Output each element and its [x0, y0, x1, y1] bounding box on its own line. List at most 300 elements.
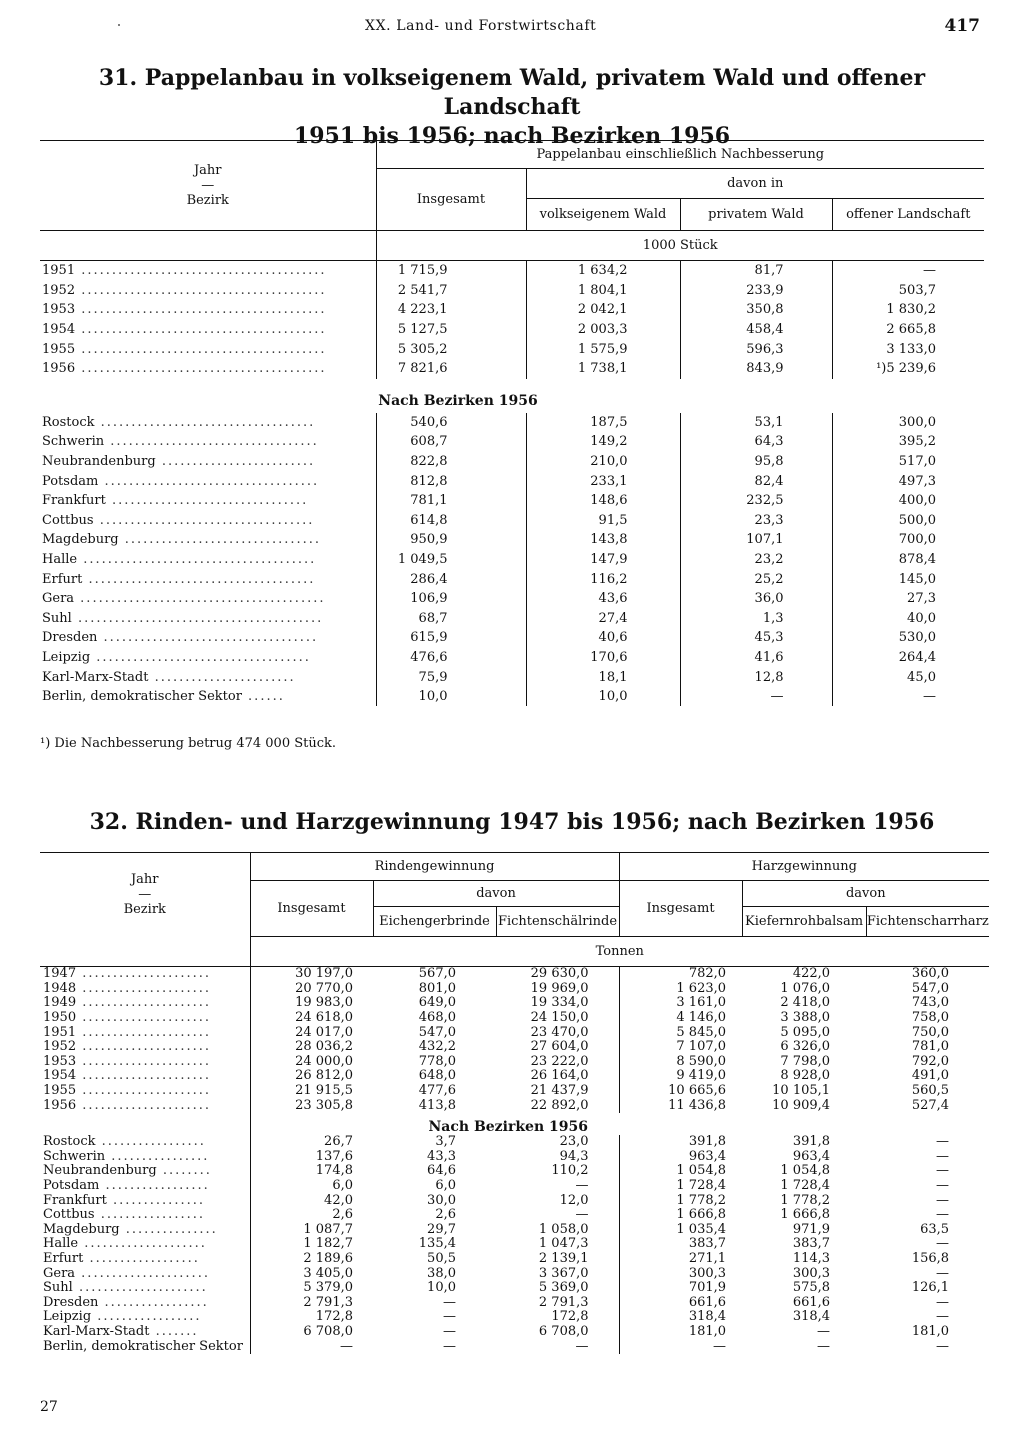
table31-unit: 1000 Stück — [376, 231, 984, 261]
cell-eiche: 477,6 — [418, 1083, 456, 1099]
table32-year-row — [40, 1025, 989, 1040]
row-label — [40, 1135, 250, 1150]
cell-offen: 497,3 — [898, 473, 936, 489]
row-label — [40, 589, 376, 609]
table31-unit-stub — [40, 231, 376, 261]
cell-privat: 53,1 — [680, 413, 832, 433]
cell-harz-total: 963,4 — [688, 1149, 727, 1164]
table31-year-row — [40, 320, 984, 340]
table32-district-row — [40, 1179, 989, 1194]
cell-kiefer: 8 928,0 — [780, 1069, 831, 1084]
cell-volkseigen: 233,1 — [526, 471, 680, 491]
cell-rinde-total: 20 770,0 — [295, 981, 353, 996]
cell-offen: — — [923, 689, 936, 705]
cell-kiefer: 1 076,0 — [780, 981, 831, 996]
cell-eiche: 50,5 — [427, 1251, 456, 1266]
cell-harz-total: 9 419,0 — [676, 1069, 727, 1084]
row-label-text: Berlin, demokratischer Sektor — [43, 1339, 243, 1354]
cell-total: 781,1 — [376, 491, 526, 511]
cell-total: 286,4 — [376, 569, 526, 589]
leader-dots: ...... — [241, 689, 285, 705]
cell-fichte-harz: 527,4 — [911, 1098, 950, 1113]
row-label-text: 1949 — [43, 996, 77, 1011]
cell-eiche: 432,2 — [418, 1039, 456, 1055]
cell-fichte-rinde: 29 630,0 — [496, 967, 619, 982]
table31-district-row — [40, 609, 984, 629]
leader-dots: ..................... — [76, 1069, 212, 1084]
row-label-text: Rostock — [43, 1134, 96, 1150]
leader-dots: ............... — [119, 1222, 218, 1237]
cell-fichte-rinde: 2 139,1 — [496, 1252, 619, 1267]
cell-volkseigen: 210,0 — [526, 452, 680, 472]
table32-col-eiche: Eichengerbrinde — [373, 907, 496, 937]
row-label-text: Neubrandenburg — [43, 1164, 157, 1179]
cell-fichte-harz: 63,5 — [920, 1222, 950, 1237]
cell-eiche: 6,0 — [435, 1178, 456, 1194]
row-label — [40, 1025, 250, 1040]
table31-col-offen: offener Landschaft — [846, 207, 971, 222]
cell-rinde-total: 1 182,7 — [303, 1237, 353, 1252]
cell-fichte-harz: — — [936, 1339, 950, 1354]
table32-subhead: Nach Bezirken 1956 — [428, 1118, 588, 1135]
cell-rinde-total: 174,8 — [315, 1164, 353, 1179]
leader-dots: ..................... — [76, 1039, 212, 1055]
leader-dots: ................. — [95, 1134, 206, 1150]
leader-dots: ..................... — [76, 1083, 212, 1099]
cell-harz-total: 3 161,0 — [676, 996, 727, 1011]
row-label-text: Halle — [43, 1237, 79, 1252]
row-label-text: Suhl — [42, 610, 72, 626]
row-label-text: Potsdam — [42, 473, 99, 489]
row-label — [40, 1193, 250, 1208]
cell-offen: 503,7 — [898, 282, 936, 298]
table31-col-volkseigen: volkseigenem Wald — [526, 199, 680, 231]
table32-district-row — [40, 1193, 989, 1208]
cell-privat: 41,6 — [680, 648, 832, 668]
cell-fichte-harz: — — [936, 1266, 950, 1281]
row-label-text: 1955 — [42, 341, 76, 357]
cell-rinde-total: 3 405,0 — [303, 1266, 353, 1281]
row-label-text: Dresden — [43, 1295, 99, 1310]
leader-dots: ..................... — [76, 1054, 212, 1069]
cell-rinde-total: 2 791,3 — [303, 1295, 353, 1310]
table32-year-row — [40, 1069, 989, 1084]
table32-district-row — [40, 1164, 989, 1179]
row-label-text: 1956 — [42, 361, 76, 377]
cell-harz-total: 318,4 — [688, 1310, 727, 1325]
cell-offen: 530,0 — [898, 630, 936, 646]
cell-total: 950,9 — [376, 530, 526, 550]
cell-harz-total: 271,1 — [688, 1251, 727, 1266]
table32-year-row — [40, 982, 989, 997]
table32-harz-total: Insgesamt — [619, 881, 742, 937]
cell-eiche: 38,0 — [427, 1266, 456, 1281]
row-label — [40, 1150, 250, 1165]
cell-total: 614,8 — [376, 511, 526, 531]
page-number: 417 — [944, 16, 980, 36]
table31-district-row — [40, 550, 984, 570]
cell-kiefer: 10 105,1 — [772, 1083, 831, 1099]
leader-dots: ................................... — [97, 630, 319, 646]
row-label — [40, 413, 376, 433]
cell-rinde-total: 28 036,2 — [295, 1039, 353, 1055]
row-label — [40, 1055, 250, 1070]
stub-bezirk: Bezirk — [186, 193, 229, 208]
cell-volkseigen: 18,1 — [526, 667, 680, 687]
row-label — [40, 359, 376, 379]
cell-volkseigen: 1 634,2 — [526, 261, 680, 281]
cell-eiche: 64,6 — [427, 1164, 456, 1179]
cell-privat: 12,8 — [680, 667, 832, 687]
cell-harz-total: 10 665,6 — [668, 1083, 727, 1099]
table32-year-row — [40, 996, 989, 1011]
row-label-text: Magdeburg — [42, 532, 119, 548]
row-label — [40, 628, 376, 648]
leader-dots: ........................................ — [75, 263, 327, 279]
cell-eiche: — — [443, 1310, 456, 1325]
cell-fichte-harz: — — [936, 1164, 950, 1179]
stub-bezirk: Bezirk — [123, 902, 166, 918]
cell-privat: 350,8 — [680, 300, 832, 320]
row-label-text: 1956 — [43, 1098, 77, 1113]
leader-dots: ..................... — [72, 1280, 208, 1296]
cell-privat: 1,3 — [680, 609, 832, 629]
row-label — [40, 432, 376, 452]
cell-privat: 82,4 — [680, 471, 832, 491]
table32-year-row — [40, 1011, 989, 1026]
table32-district-row — [40, 1223, 989, 1238]
leader-dots: ................. — [94, 1207, 205, 1223]
cell-offen: 264,4 — [898, 649, 936, 665]
row-label — [40, 1252, 250, 1267]
cell-total: 2 541,7 — [376, 281, 526, 301]
cell-fichte-harz: — — [936, 1193, 950, 1208]
table31-district-row — [40, 648, 984, 668]
cell-harz-total: 11 436,8 — [668, 1098, 727, 1113]
cell-harz-total: 1 054,8 — [676, 1164, 727, 1179]
leader-dots: ................. — [98, 1295, 209, 1310]
cell-harz-total: — — [713, 1339, 727, 1354]
row-label-text: Frankfurt — [42, 493, 106, 509]
cell-rinde-total: 172,8 — [315, 1310, 353, 1325]
row-label — [40, 1266, 250, 1281]
cell-offen: 395,2 — [898, 434, 936, 450]
cell-total: 1 049,5 — [376, 550, 526, 570]
table31-year-row — [40, 261, 984, 281]
cell-harz-total: 701,9 — [688, 1280, 727, 1296]
row-label — [40, 967, 250, 982]
cell-offen: 517,0 — [898, 454, 936, 470]
table31-district-row — [40, 687, 984, 707]
cell-fichte-rinde: 94,3 — [496, 1150, 619, 1165]
cell-kiefer: 7 798,0 — [780, 1054, 831, 1069]
table32-district-row — [40, 1325, 989, 1340]
cell-volkseigen: 2 042,1 — [526, 300, 680, 320]
cell-offen: 700,0 — [898, 532, 936, 548]
table32-subhead-stub — [40, 1113, 250, 1135]
row-label — [40, 491, 376, 511]
leader-dots: ................................... — [93, 512, 315, 528]
cell-kiefer: 391,8 — [792, 1134, 831, 1150]
cell-privat: 107,1 — [680, 530, 832, 550]
table31-title — [40, 64, 984, 151]
leader-dots: ......................... — [155, 454, 316, 470]
cell-offen: 300,0 — [898, 414, 936, 430]
cell-total: 608,7 — [376, 432, 526, 452]
cell-kiefer: 963,4 — [792, 1149, 831, 1164]
leader-dots: ........................................ — [75, 302, 327, 318]
cell-fichte-rinde: 19 969,0 — [496, 982, 619, 997]
row-label — [40, 1223, 250, 1238]
row-label-text: Leipzig — [43, 1310, 92, 1325]
cell-harz-total: 383,7 — [688, 1237, 727, 1252]
cell-fichte-rinde: 6 708,0 — [496, 1325, 619, 1340]
table32-district-row — [40, 1150, 989, 1165]
table31-district-row — [40, 569, 984, 589]
cell-eiche: 43,3 — [427, 1149, 456, 1164]
row-label-text: Dresden — [42, 630, 98, 646]
table32-group-rinde: Rindengewinnung — [250, 853, 619, 881]
cell-offen: 40,0 — [907, 610, 936, 626]
row-label-text: 1952 — [43, 1039, 77, 1055]
cell-total: 1 715,9 — [376, 261, 526, 281]
cell-fichte-harz: 781,0 — [911, 1039, 950, 1055]
cell-harz-total: 1 666,8 — [676, 1207, 727, 1223]
cell-total: 75,9 — [376, 667, 526, 687]
table31-footnote: ¹) Die Nachbesserung betrug 474 000 Stück. — [40, 736, 337, 751]
leader-dots: ....... — [149, 1324, 199, 1339]
stub-jahr: Jahr — [193, 163, 222, 178]
cell-privat: 95,8 — [680, 452, 832, 472]
row-label-text: Berlin, demokratischer Sektor — [42, 689, 242, 705]
cell-offen: 45,0 — [907, 669, 936, 685]
cell-rinde-total: 2,6 — [332, 1207, 353, 1223]
print-speck — [118, 24, 120, 26]
cell-kiefer: — — [817, 1339, 831, 1354]
leader-dots: ........ — [156, 1164, 212, 1179]
leader-dots: ...................................... — [77, 552, 317, 568]
row-label — [40, 1325, 250, 1340]
stub-jahr: Jahr — [130, 872, 159, 888]
leader-dots: ..................... — [76, 966, 212, 982]
row-label — [40, 1098, 250, 1113]
table32-col-fichte-rinde: Fichtenschälrinde — [496, 907, 619, 937]
row-label-text: Cottbus — [42, 512, 94, 528]
table32 — [40, 852, 989, 1354]
cell-rinde-total: — — [340, 1339, 353, 1354]
row-label — [40, 648, 376, 668]
table31-col-privat: privatem Wald — [680, 199, 832, 231]
row-label-text: 1947 — [43, 966, 77, 982]
cell-privat: 81,7 — [680, 261, 832, 281]
cell-kiefer: 575,8 — [792, 1280, 831, 1296]
cell-fichte-rinde: 21 437,9 — [496, 1084, 619, 1099]
cell-fichte-harz: 360,0 — [911, 966, 950, 982]
leader-dots: .................................. — [104, 434, 319, 450]
cell-kiefer: 3 388,0 — [780, 1010, 831, 1026]
page-footer-mark: 27 — [40, 1399, 58, 1415]
row-label-text: Karl-Marx-Stadt — [43, 1324, 150, 1339]
leader-dots: ............... — [106, 1193, 205, 1208]
cell-volkseigen: 1 804,1 — [526, 281, 680, 301]
table32-stub-head — [40, 853, 250, 937]
cell-privat: 596,3 — [680, 339, 832, 359]
table32-rinde-total: Insgesamt — [250, 881, 373, 937]
cell-volkseigen: 149,2 — [526, 432, 680, 452]
cell-kiefer: 422,0 — [792, 966, 831, 982]
cell-fichte-harz: — — [936, 1207, 950, 1223]
cell-fichte-harz: 792,0 — [911, 1054, 950, 1069]
cell-total: 812,8 — [376, 471, 526, 491]
cell-rinde-total: 30 197,0 — [295, 966, 353, 982]
table32-group-harz: Harzgewinnung — [619, 853, 989, 881]
cell-eiche: — — [443, 1339, 456, 1354]
cell-volkseigen: 10,0 — [526, 687, 680, 707]
cell-volkseigen: 116,2 — [526, 569, 680, 589]
cell-harz-total: 7 107,0 — [676, 1039, 727, 1055]
cell-total: 68,7 — [376, 609, 526, 629]
table31-district-row — [40, 432, 984, 452]
cell-offen: 400,0 — [898, 493, 936, 509]
cell-fichte-harz: 560,5 — [911, 1083, 950, 1099]
cell-rinde-total: 137,6 — [315, 1149, 353, 1164]
cell-fichte-rinde: — — [496, 1179, 619, 1194]
leader-dots: ........................................ — [75, 341, 327, 357]
row-label-text: 1952 — [42, 282, 76, 298]
table32-districts-body — [40, 1135, 989, 1354]
cell-privat: 36,0 — [680, 589, 832, 609]
cell-volkseigen: 170,6 — [526, 648, 680, 668]
row-label — [40, 261, 376, 281]
table32-unit: Tonnen — [250, 937, 989, 967]
cell-total: 10,0 — [376, 687, 526, 707]
leader-dots: ..................... — [76, 1025, 212, 1040]
table31-district-row — [40, 413, 984, 433]
table32-year-row — [40, 1098, 989, 1113]
table31-title-line2: 1951 bis 1956; nach Bezirken 1956 — [293, 123, 731, 149]
cell-kiefer: 5 095,0 — [780, 1025, 831, 1040]
leader-dots: ..................... — [76, 981, 212, 996]
leader-dots: ................. — [99, 1178, 210, 1194]
row-label — [40, 320, 376, 340]
cell-kiefer: 300,3 — [792, 1266, 831, 1281]
cell-privat: 843,9 — [680, 359, 832, 379]
row-label-text: Karl-Marx-Stadt — [42, 669, 149, 685]
table31-subhead-body — [40, 379, 984, 413]
cell-fichte-rinde: — — [496, 1339, 619, 1354]
cell-fichte-harz: — — [936, 1310, 950, 1325]
row-label-text: Schwerin — [43, 1149, 106, 1164]
cell-offen: 500,0 — [898, 512, 936, 528]
row-label-text: 1951 — [43, 1025, 77, 1040]
cell-eiche: — — [443, 1295, 456, 1310]
row-label-text: Schwerin — [42, 434, 105, 450]
cell-fichte-rinde: 1 058,0 — [496, 1223, 619, 1238]
table32-subhead-body — [40, 1113, 989, 1135]
row-label — [40, 1179, 250, 1194]
table31-year-row — [40, 359, 984, 379]
row-label-text: Gera — [42, 591, 75, 607]
table32-col-fichte-harz: Fichtenscharrharz — [866, 914, 989, 929]
cell-eiche: 2,6 — [435, 1207, 456, 1223]
cell-rinde-total: 26 812,0 — [295, 1069, 353, 1084]
row-label — [40, 1208, 250, 1223]
row-label — [40, 452, 376, 472]
row-label — [40, 1084, 250, 1099]
cell-privat: 233,9 — [680, 281, 832, 301]
cell-fichte-rinde: 26 164,0 — [496, 1069, 619, 1084]
cell-volkseigen: 143,8 — [526, 530, 680, 550]
cell-eiche: 801,0 — [418, 981, 456, 996]
table31-davon: davon in — [526, 169, 984, 199]
table31 — [40, 140, 984, 706]
table31-district-row — [40, 491, 984, 511]
row-label-text: Rostock — [42, 414, 95, 430]
table32-district-row — [40, 1266, 989, 1281]
section-title: XX. Land- und Forstwirtschaft — [365, 18, 597, 34]
cell-fichte-rinde: 22 892,0 — [496, 1098, 619, 1113]
row-label — [40, 996, 250, 1011]
row-label — [40, 1281, 250, 1296]
table32-years-body — [40, 967, 989, 1113]
cell-harz-total: 5 845,0 — [676, 1025, 727, 1040]
cell-rinde-total: 23 305,8 — [295, 1098, 353, 1113]
row-label — [40, 550, 376, 570]
row-label — [40, 471, 376, 491]
leader-dots: .................... — [78, 1237, 207, 1252]
row-label — [40, 1310, 250, 1325]
cell-kiefer: 1 728,4 — [780, 1178, 831, 1194]
cell-fichte-rinde: 110,2 — [496, 1164, 619, 1179]
cell-fichte-harz: — — [936, 1149, 950, 1164]
stub-dash: — — [201, 178, 215, 193]
row-label-text: Frankfurt — [43, 1193, 107, 1208]
row-label — [40, 1237, 250, 1252]
row-label-text: Erfurt — [43, 1251, 84, 1266]
cell-fichte-rinde: 1 047,3 — [496, 1237, 619, 1252]
cell-fichte-rinde: 172,8 — [496, 1310, 619, 1325]
cell-privat: 458,4 — [680, 320, 832, 340]
cell-privat: 64,3 — [680, 432, 832, 452]
table31-stub-head — [40, 141, 376, 231]
cell-total: 106,9 — [376, 589, 526, 609]
leader-dots: ........................................ — [75, 282, 327, 298]
cell-rinde-total: 42,0 — [324, 1193, 353, 1208]
cell-fichte-harz: 491,0 — [911, 1069, 950, 1084]
cell-kiefer: 10 909,4 — [772, 1098, 831, 1113]
cell-rinde-total: 19 983,0 — [295, 996, 353, 1011]
cell-privat: 23,2 — [680, 550, 832, 570]
cell-offen: 145,0 — [898, 571, 936, 587]
cell-kiefer: 971,9 — [792, 1222, 831, 1237]
cell-privat: 23,3 — [680, 511, 832, 531]
cell-kiefer: 114,3 — [792, 1251, 831, 1266]
row-label — [40, 1069, 250, 1084]
cell-kiefer: 661,6 — [792, 1295, 831, 1310]
row-label-text: 1954 — [43, 1069, 77, 1084]
table31-district-row — [40, 667, 984, 687]
leader-dots: ................ — [105, 1149, 210, 1164]
cell-kiefer: 6 326,0 — [780, 1039, 831, 1055]
table32-year-row — [40, 1055, 989, 1070]
cell-fichte-rinde: — — [496, 1208, 619, 1223]
cell-eiche: 567,0 — [418, 966, 456, 982]
leader-dots: ........................................ — [71, 610, 324, 626]
table31-year-row — [40, 281, 984, 301]
cell-eiche: 413,8 — [418, 1098, 456, 1113]
row-label — [40, 530, 376, 550]
leader-dots: ........................................ — [75, 322, 327, 338]
